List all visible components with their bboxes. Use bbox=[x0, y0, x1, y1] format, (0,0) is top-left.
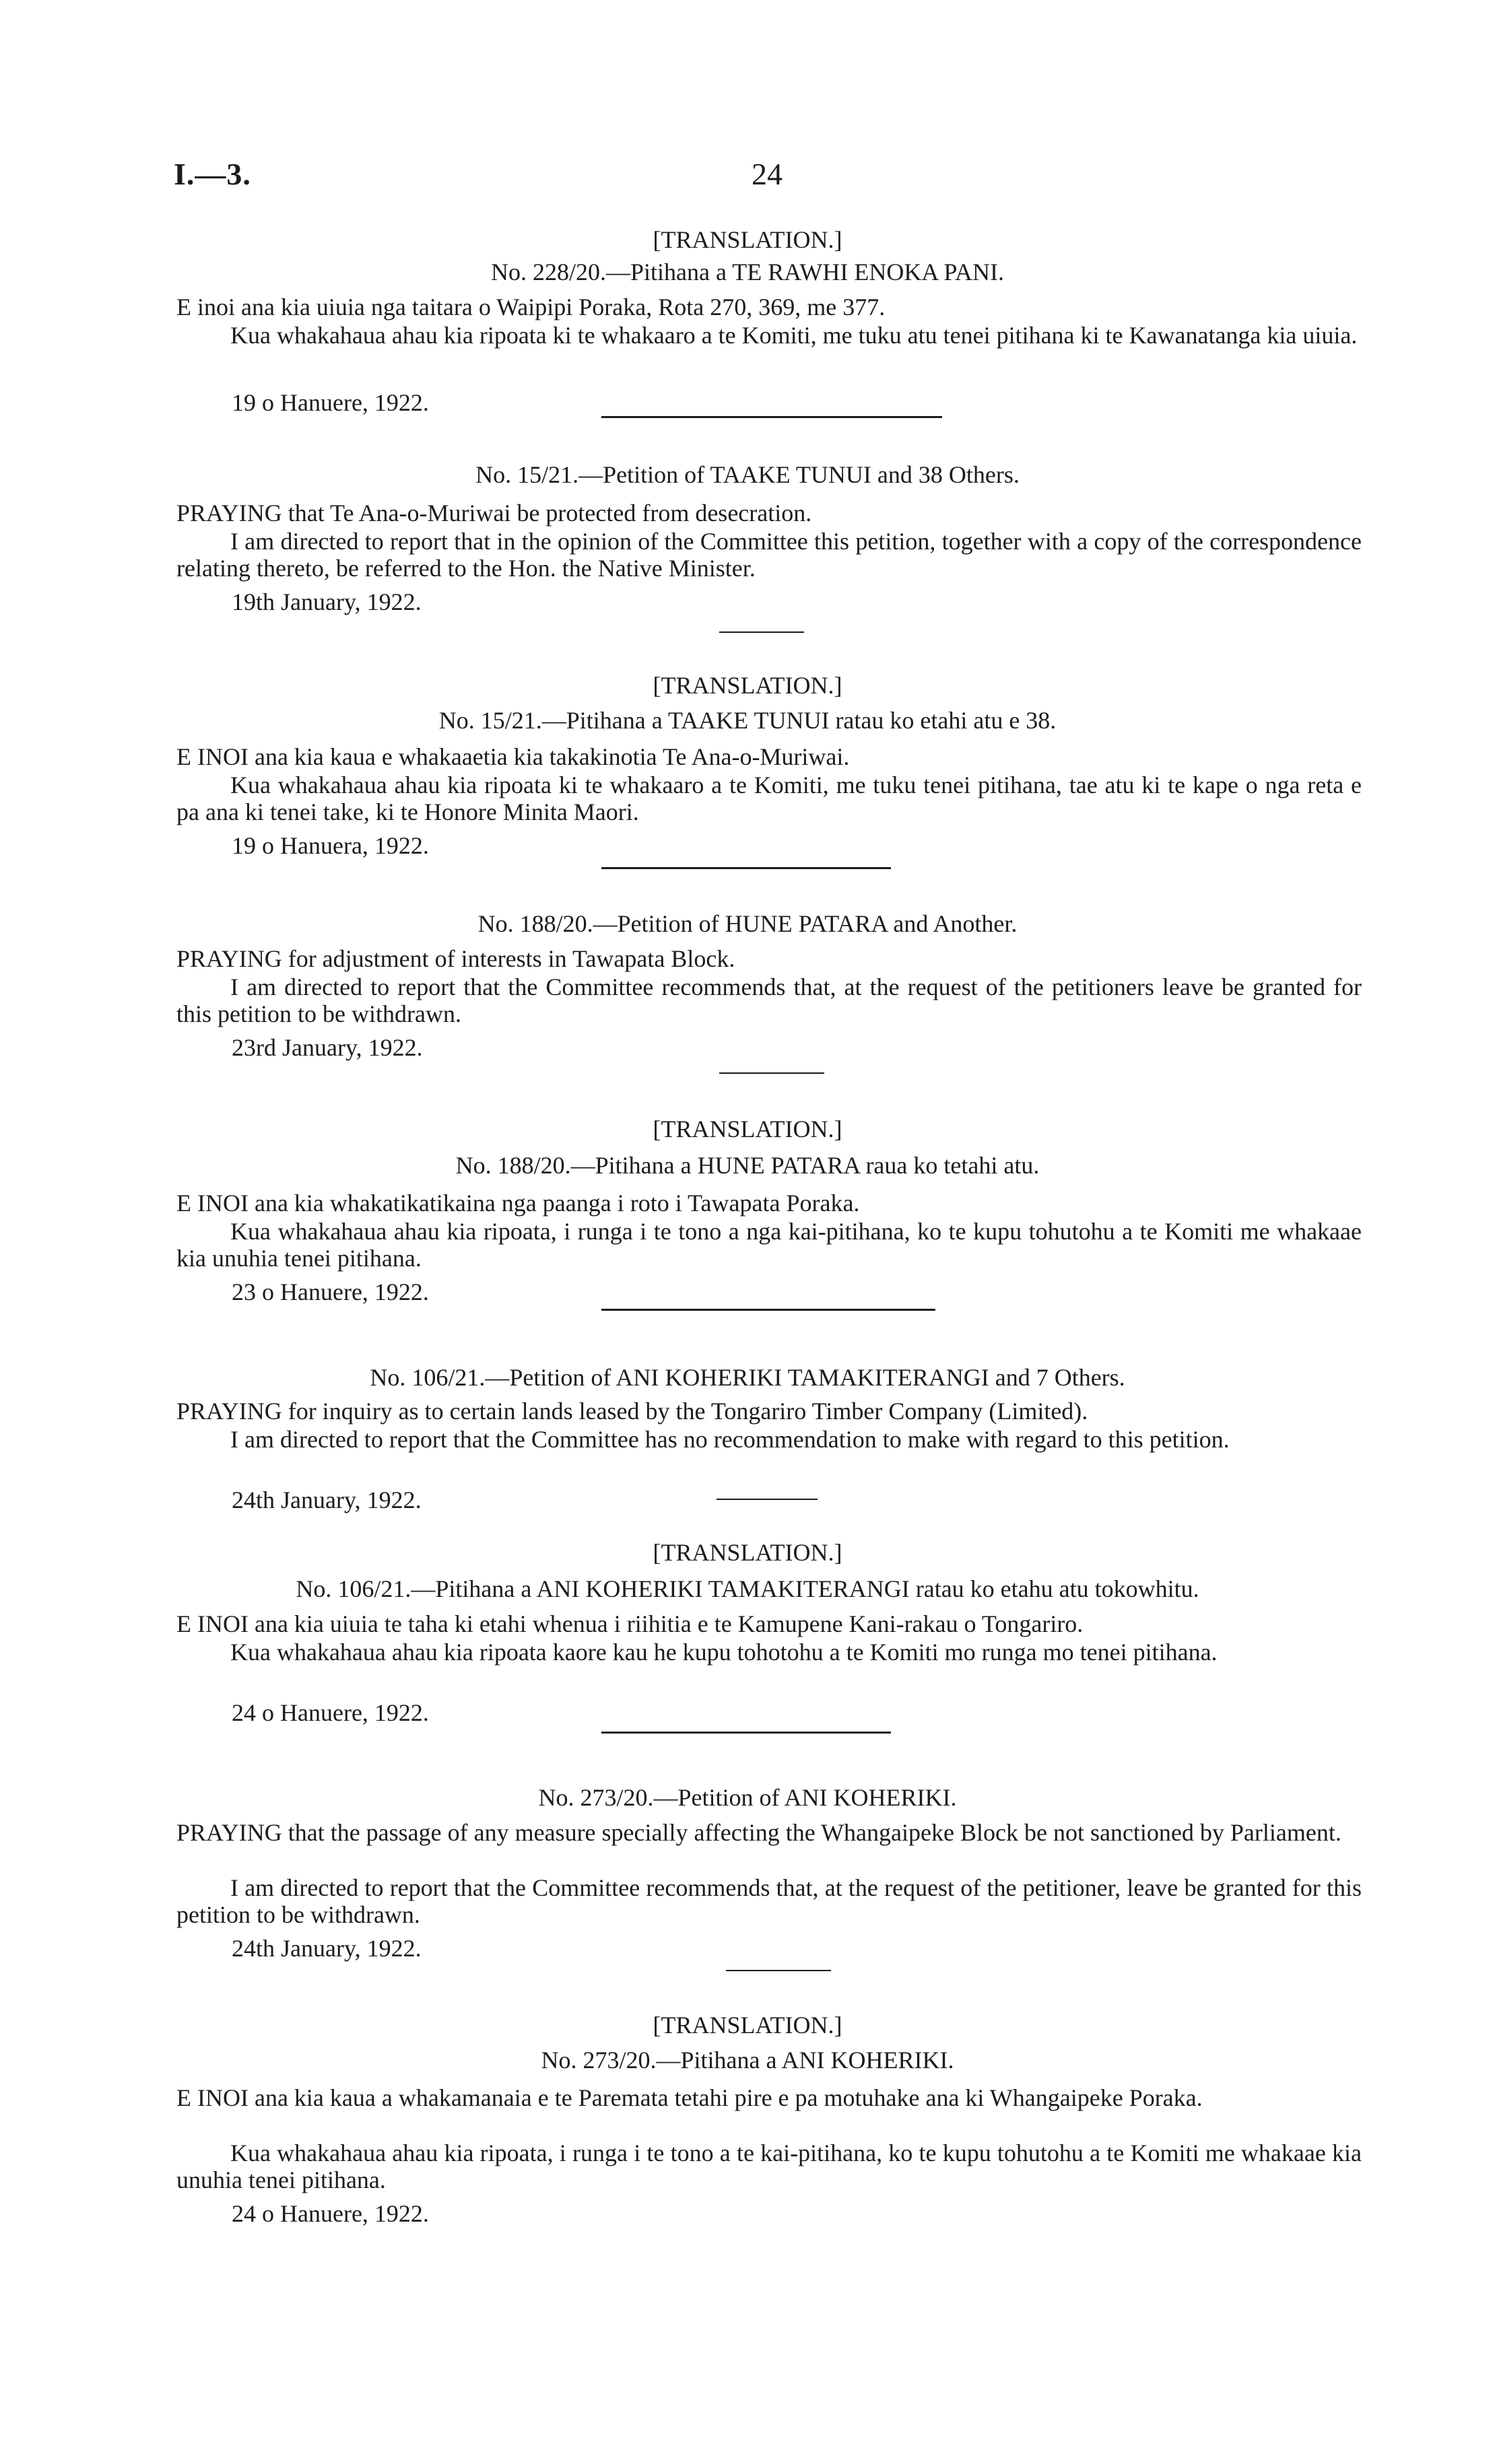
petition-prayer: PRAYING that the passage of any measure specially affecting the Whangaipeke Block be not sanctioned by Parliament. bbox=[176, 1819, 1341, 1846]
translation-label: [TRANSLATION.] bbox=[653, 226, 842, 253]
petition-prayer: E INOI ana kia whakatikatikaina nga paanga i roto i Tawapata Poraka. bbox=[176, 1190, 860, 1217]
translation-label: [TRANSLATION.] bbox=[653, 2012, 842, 2039]
petition-date: 23rd January, 1922. bbox=[232, 1034, 423, 1061]
petition-report: I am directed to report that the Committee recommends that, at the request of the petitioner, leave be granted for this petition to be withdrawn. bbox=[176, 1874, 1362, 1928]
petition-report: I am directed to report that in the opinion of the Committee this petition, together with a copy of the correspondence relating thereto, be referred to the Hon. the Native Minister. bbox=[176, 528, 1362, 582]
section-divider bbox=[601, 416, 942, 418]
translation-label: [TRANSLATION.] bbox=[653, 672, 842, 699]
petition-prayer: PRAYING for adjustment of interests in Tawapata Block. bbox=[176, 945, 735, 972]
petition-report: Kua whakahaua ahau kia ripoata, i runga i te tono a nga kai-pitihana, ko te kupu tohutohu a te Komiti me whakaae kia unuhia tenei pitihana. bbox=[176, 1218, 1362, 1272]
series-number: I.—3. bbox=[174, 157, 251, 191]
section-divider bbox=[726, 1970, 831, 1971]
petition-heading: No. 273/20.—Pitihana a ANI KOHERIKI. bbox=[541, 2047, 954, 2074]
petition-prayer: E INOI ana kia kaua e whakaaetia kia takakinotia Te Ana-o-Muriwai. bbox=[176, 743, 850, 770]
petition-heading: No. 228/20.—Pitihana a TE RAWHI ENOKA PANI. bbox=[490, 259, 1005, 285]
section-divider bbox=[719, 1072, 824, 1074]
petition-prayer: E INOI ana kia uiuia te taha ki etahi whenua i riihitia e te Kamupene Kani-rakau o Tongariro. bbox=[176, 1610, 1084, 1637]
petition-heading: No. 106/21.—Pitihana a ANI KOHERIKI TAMAKITERANGI ratau ko etahu atu tokowhitu. bbox=[296, 1575, 1199, 1602]
petition-heading: No. 15/21.—Pitihana a TAAKE TUNUI ratau ko etahi atu e 38. bbox=[438, 707, 1057, 734]
petition-prayer: E inoi ana kia uiuia nga taitara o Waipipi Poraka, Rota 270, 369, me 377. bbox=[176, 294, 886, 320]
translation-label: [TRANSLATION.] bbox=[653, 1539, 842, 1566]
petition-report: Kua whakahaua ahau kia ripoata ki te whakaaro a te Komiti, me tuku tenei pitihana, tae atu ki te kape o nga reta e pa ana ki tenei take, ki te Honore Minita Maori. bbox=[176, 772, 1362, 825]
petition-report: I am directed to report that the Committee has no recommendation to make with regard to this petition. bbox=[230, 1426, 1230, 1453]
petition-date: 24th January, 1922. bbox=[232, 1935, 422, 1962]
translation-label: [TRANSLATION.] bbox=[653, 1116, 842, 1142]
petition-date: 24 o Hanuere, 1922. bbox=[232, 2200, 429, 2227]
petition-heading: No. 273/20.—Petition of ANI KOHERIKI. bbox=[538, 1784, 957, 1811]
petition-prayer: PRAYING that Te Ana-o-Muriwai be protected from desecration. bbox=[176, 500, 812, 526]
petition-date: 19th January, 1922. bbox=[232, 588, 422, 615]
petition-heading: No. 106/21.—Petition of ANI KOHERIKI TAMAKITERANGI and 7 Others. bbox=[370, 1364, 1125, 1391]
page-number: 24 bbox=[752, 157, 783, 191]
petition-prayer: E INOI ana kia kaua a whakamanaia e te Paremata tetahi pire e pa motuhake ana ki Whangaipeke Poraka. bbox=[176, 2084, 1203, 2111]
petition-heading: No. 188/20.—Petition of HUNE PATARA and Another. bbox=[477, 910, 1018, 937]
section-divider bbox=[601, 1732, 891, 1734]
section-divider bbox=[717, 1499, 818, 1500]
petition-prayer: PRAYING for inquiry as to certain lands leased by the Tongariro Timber Company (Limited). bbox=[176, 1398, 1088, 1425]
petition-heading: No. 188/20.—Pitihana a HUNE PATARA raua ko tetahi atu. bbox=[455, 1152, 1040, 1179]
petition-report: Kua whakahaua ahau kia ripoata kaore kau he kupu tohotohu a te Komiti mo runga mo tenei pitihana. bbox=[230, 1639, 1218, 1666]
petition-date: 19 o Hanuere, 1922. bbox=[232, 389, 429, 416]
petition-date: 24th January, 1922. bbox=[232, 1486, 422, 1513]
section-divider bbox=[601, 1309, 935, 1311]
section-divider bbox=[719, 631, 804, 633]
petition-report: Kua whakahaua ahau kia ripoata ki te whakaaro a te Komiti, me tuku atu tenei pitihana ki te Kawanatanga kia uiuia. bbox=[230, 322, 1358, 349]
petition-report: I am directed to report that the Committee recommends that, at the request of the petitioners leave be granted for this petition to be withdrawn. bbox=[176, 973, 1362, 1027]
petition-date: 24 o Hanuere, 1922. bbox=[232, 1699, 429, 1726]
section-divider bbox=[601, 867, 891, 869]
petition-heading: No. 15/21.—Petition of TAAKE TUNUI and 38 Others. bbox=[475, 461, 1020, 488]
petition-report: Kua whakahaua ahau kia ripoata, i runga i te tono a te kai-pitihana, ko te kupu tohutohu a te Komiti me whakaae kia unuhia tenei pitihana. bbox=[176, 2140, 1362, 2193]
petition-date: 19 o Hanuera, 1922. bbox=[232, 832, 429, 859]
petition-date: 23 o Hanuere, 1922. bbox=[232, 1278, 429, 1305]
